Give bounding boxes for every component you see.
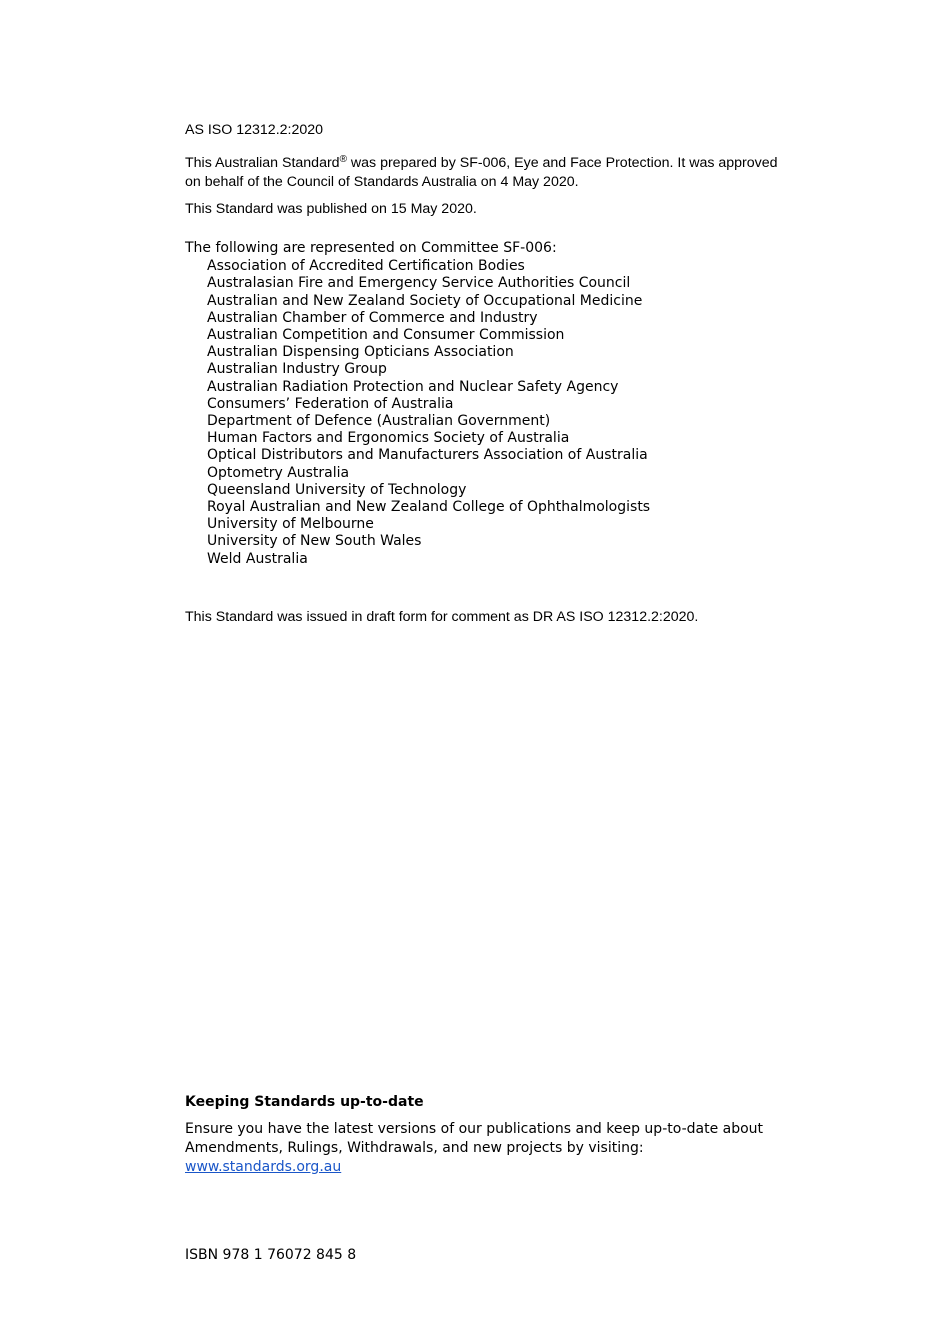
document-id: AS ISO 12312.2:2020 (185, 122, 324, 138)
committee-section (185, 240, 650, 568)
keeping-standards-heading: Keeping Standards up-to-date (185, 1094, 424, 1110)
committee-member: University of New South Wales (207, 533, 422, 550)
draft-notice: This Standard was issued in draft form for comment as DR AS ISO 12312.2:2020. (185, 609, 699, 625)
preparation-statement (185, 154, 785, 192)
committee-member: Association of Accredited Certification Bodies (207, 258, 525, 275)
committee-member: Queensland University of Technology (207, 481, 467, 498)
preparation-text-start: This Australian Standard (185, 155, 340, 171)
committee-member: Consumers’ Federation of Australia (207, 395, 454, 412)
committee-member: Royal Australian and New Zealand College of Ophthalmologists (207, 499, 651, 516)
committee-members-list (185, 258, 650, 568)
committee-member: Weld Australia (207, 550, 308, 567)
standards-website-link[interactable]: www.standards.org.au (185, 1159, 342, 1175)
committee-member: University of Melbourne (207, 516, 374, 533)
committee-member: Australian and New Zealand Society of Occupational Medicine (207, 292, 643, 309)
committee-member: Australian Radiation Protection and Nuclear Safety Agency (207, 378, 619, 395)
committee-member: Australian Chamber of Commerce and Industry (207, 309, 538, 326)
committee-member: Human Factors and Ergonomics Society of Australia (207, 430, 570, 447)
registered-mark: ® (339, 154, 347, 165)
committee-member: Department of Defence (Australian Government) (207, 413, 551, 430)
committee-member: Australasian Fire and Emergency Service Authorities Council (207, 275, 631, 292)
committee-title: The following are represented on Committee SF-006: (185, 240, 557, 256)
committee-member: Optical Distributors and Manufacturers Association of Australia (207, 447, 648, 464)
keeping-standards-text-block (185, 1120, 785, 1177)
isbn: ISBN 978 1 76072 845 8 (185, 1247, 357, 1263)
publication-statement: This Standard was published on 15 May 2020. (185, 201, 477, 217)
preparation-text-end: was prepared by SF-006, Eye and Face Protection. It was approved on behalf of the Council of Standards Australia on 4 May 2020. (185, 155, 778, 190)
committee-member: Australian Industry Group (207, 361, 387, 378)
committee-member: Optometry Australia (207, 464, 350, 481)
keeping-standards-text: Ensure you have the latest versions of our publications and keep up-to-date about Amendments, Rulings, Withdrawals, and new projects by visiting: (185, 1121, 764, 1156)
committee-member: Australian Competition and Consumer Commission (207, 327, 565, 344)
committee-member: Australian Dispensing Opticians Association (207, 344, 514, 361)
